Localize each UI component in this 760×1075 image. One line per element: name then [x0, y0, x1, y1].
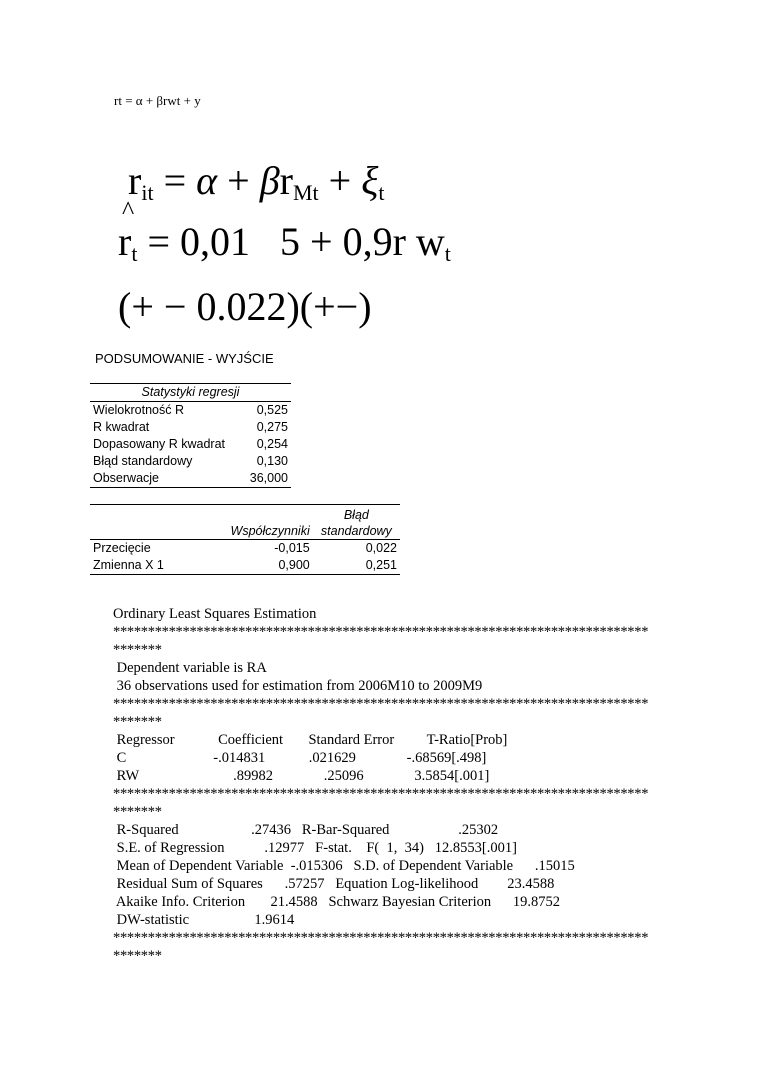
formula-errors: (+ − 0.022)(+−) [118, 284, 372, 329]
ols-row-rw: RW .89982 .25096 3.5854[.001] [113, 768, 490, 784]
ols-stat-se-regression: S.E. of Regression .12977 F-stat. F( 1, 34) 12.8553[.001] [113, 840, 517, 856]
ols-stat-dw: DW-statistic 1.9614 [113, 912, 295, 928]
ols-row-c: C -.014831 .021629 -.68569[.498] [113, 750, 487, 766]
estimate-rhs-sub: t [444, 241, 451, 266]
estimate-rhs: = 0,01 5 + 0,9r w [137, 219, 445, 264]
estimate-lhs: ^ r [118, 218, 131, 265]
ols-title: Ordinary Least Squares Estimation [113, 606, 317, 622]
coef-se: 0,251 [365, 558, 397, 572]
coef-label: Przecięcie [93, 541, 151, 555]
capm-eq: = [153, 158, 197, 203]
regression-stats-table [90, 383, 291, 488]
estimate-lhs-sub: t [131, 241, 138, 266]
stat-label: Błąd standardowy [93, 454, 193, 468]
capm-lhs-sub: it [141, 180, 154, 205]
stat-value: 36,000 [249, 471, 288, 485]
table-row [90, 402, 291, 420]
coefficients-table [90, 504, 400, 575]
stat-value: 0,525 [256, 403, 288, 417]
ols-stat-r-squared: R-Squared .27436 R-Bar-Squared .25302 [113, 822, 499, 838]
stars-separator: ***************************************************************************** [113, 786, 649, 802]
ols-output [113, 605, 648, 965]
capm-plus1: + [217, 158, 260, 203]
stars-separator: ***************************************************************************** [113, 930, 649, 946]
ols-observations: 36 observations used for estimation from 2006M10 to 2009M9 [113, 678, 483, 694]
coef-label: Zmienna X 1 [93, 558, 164, 572]
stars-separator-tail: ******* [113, 804, 162, 820]
stat-value: 0,130 [256, 454, 288, 468]
stat-label: R kwadrat [93, 420, 150, 434]
ols-stat-rss: Residual Sum of Squares .57257 Equation Log-likelihood 23.4588 [113, 876, 555, 892]
stars-separator: ***************************************************************************** [113, 696, 649, 712]
ols-dep-var: Dependent variable is RA [113, 660, 267, 676]
coef-header-se-line1: Błąd [343, 508, 369, 522]
stars-separator-tail: ******* [113, 714, 162, 730]
coef-value: 0,900 [278, 558, 310, 572]
capm-beta: β [259, 158, 280, 203]
capm-xi-sub: t [378, 180, 385, 205]
coef-header-se-line2: standardowy [320, 524, 392, 538]
capm-plus2: + [318, 158, 362, 203]
stars-separator: ***************************************************************************** [113, 624, 649, 640]
stars-separator-tail: ******* [113, 642, 162, 658]
table-row [90, 540, 400, 558]
stars-separator-tail: ******* [113, 948, 162, 964]
ols-stat-mean-dep: Mean of Dependent Variable -.015306 S.D. of Dependent Variable .15015 [113, 858, 575, 874]
capm-alpha: α [196, 158, 218, 203]
ols-stat-akaike: Akaike Info. Criterion 21.4588 Schwarz Bayesian Criterion 19.8752 [113, 894, 561, 910]
coef-header-se [313, 505, 400, 540]
capm-r: r [279, 158, 293, 203]
coef-value: -0,015 [274, 541, 310, 555]
stats-header: Statystyki regresji [90, 384, 291, 402]
formula-small: rt = α + βrwt + y [114, 93, 201, 108]
coef-header-coef: Współczynniki [216, 505, 313, 540]
stat-label: Obserwacje [93, 471, 159, 485]
stat-value: 0,254 [256, 437, 288, 451]
ols-regressor-header: Regressor Coefficient Standard Error T-Ratio[Prob] [113, 732, 508, 748]
stat-label: Wielokrotność R [93, 403, 184, 417]
capm-xi: ξ [361, 158, 379, 203]
capm-r-sub: Mt [292, 180, 319, 205]
formula-estimate [118, 218, 451, 267]
stat-label: Dopasowany R kwadrat [93, 437, 226, 451]
table-row [90, 470, 291, 488]
formula-capm [128, 157, 384, 206]
summary-title: PODSUMOWANIE - WYJŚCIE [95, 351, 274, 366]
table-row [90, 419, 291, 436]
table-row [90, 557, 400, 575]
capm-lhs: r [128, 158, 142, 203]
coef-header-blank [90, 505, 216, 540]
stat-value: 0,275 [256, 420, 288, 434]
table-row [90, 453, 291, 470]
coef-se: 0,022 [365, 541, 397, 555]
table-row [90, 436, 291, 453]
